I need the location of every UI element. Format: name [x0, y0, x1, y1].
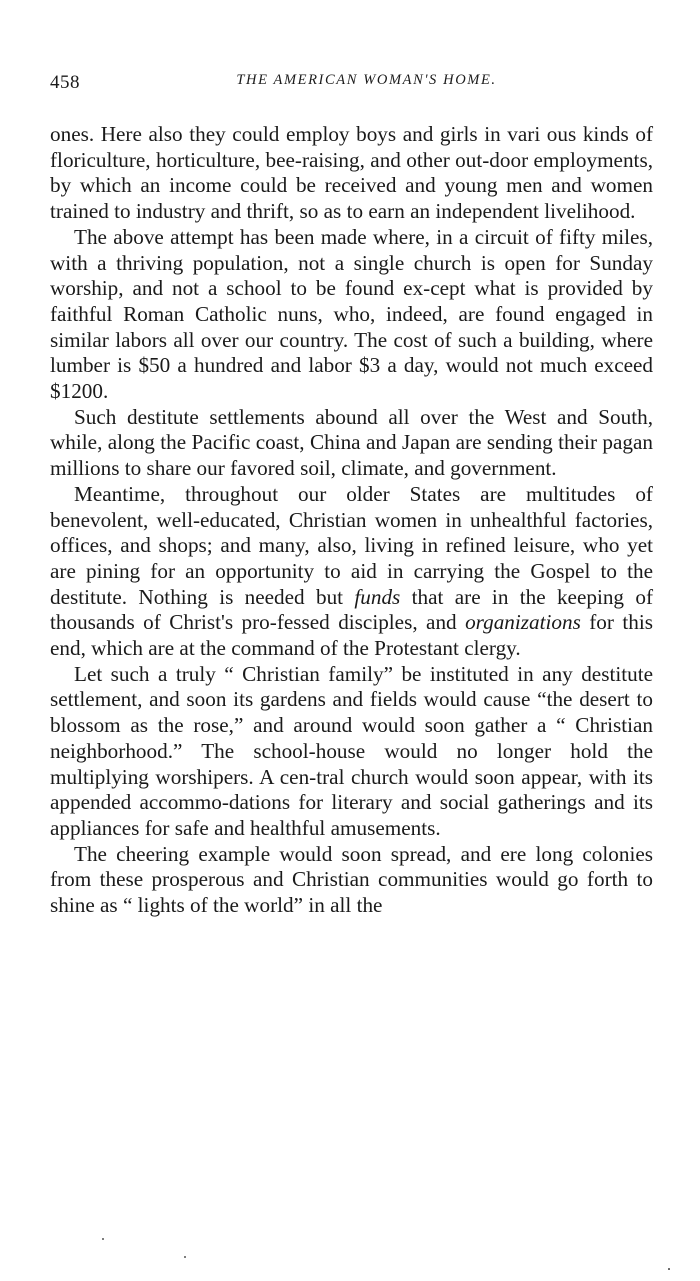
- paragraph: [50, 662, 653, 842]
- body-text: [50, 122, 653, 919]
- book-page: [50, 72, 653, 919]
- print-speck: [102, 1238, 104, 1240]
- page-number: 458: [50, 72, 80, 93]
- italic-phrase: funds: [354, 584, 401, 609]
- paragraph-text: The above attempt has been made where, in a circuit of fifty miles, with a thriving population, not a single church is open for Sunday worship, and not a school to be found ex-cept what is provided by faithful Roman Catholic nuns, who, indeed, are found engaged in similar labors all over our country. The cost of such a building, where lumber is $50 a hundred and labor $3 a day, would not much exceed $1200.: [50, 224, 653, 404]
- paragraph: [50, 122, 653, 225]
- paragraph: [50, 405, 653, 482]
- print-speck: [184, 1256, 186, 1258]
- paragraph: [50, 482, 653, 662]
- page-header: [50, 72, 653, 102]
- italic-phrase: organizations: [465, 610, 581, 635]
- paragraph-text: for this end, which are at the command of the Protestant clergy.: [50, 610, 653, 661]
- paragraph-text: that are in the keeping of thousands of Christ's pro-fessed disciples, and: [50, 584, 654, 635]
- paragraph: [50, 225, 653, 405]
- paragraph-text: The cheering example would soon spread, and ere long colonies from these prosperous and Christian communities would go forth to shine as “ lights of the world” in all the: [50, 841, 653, 918]
- paragraph-text: Meantime, throughout our older States are multitudes of benevolent, well-educated, Christian women in unhealthful factories, offices, and shops; and many, also, living in refined leisure, who yet are pining for an opportunity to aid in carrying the Gospel to the destitute. Nothing is needed but: [50, 481, 653, 609]
- running-head: THE AMERICAN WOMAN'S HOME.: [236, 72, 497, 88]
- paragraph: [50, 842, 653, 919]
- paragraph-text: ones. Here also they could employ boys and girls in vari ous kinds of floriculture, horticulture, bee-raising, and other out-door employments, by which an income could be received and young men and women trained to industry and thrift, so as to earn an independent livelihood.: [50, 122, 653, 224]
- print-speck: [668, 1268, 670, 1270]
- paragraph-text: Such destitute settlements abound all over the West and South, while, along the Pacific coast, China and Japan are sending their pagan millions to share our favored soil, climate, and government.: [50, 404, 653, 481]
- paragraph-text: Let such a truly “ Christian family” be instituted in any destitute settlement, and soon its gardens and fields would cause “the desert to blossom as the rose,” and around would soon gather a “ Christian neighborhood.” The school-house would no longer hold the multiplying worshipers. A cen-tral church would soon appear, with its appended accommo-dations for literary and social gatherings and its appliances for safe and healthful amusements.: [50, 661, 653, 840]
